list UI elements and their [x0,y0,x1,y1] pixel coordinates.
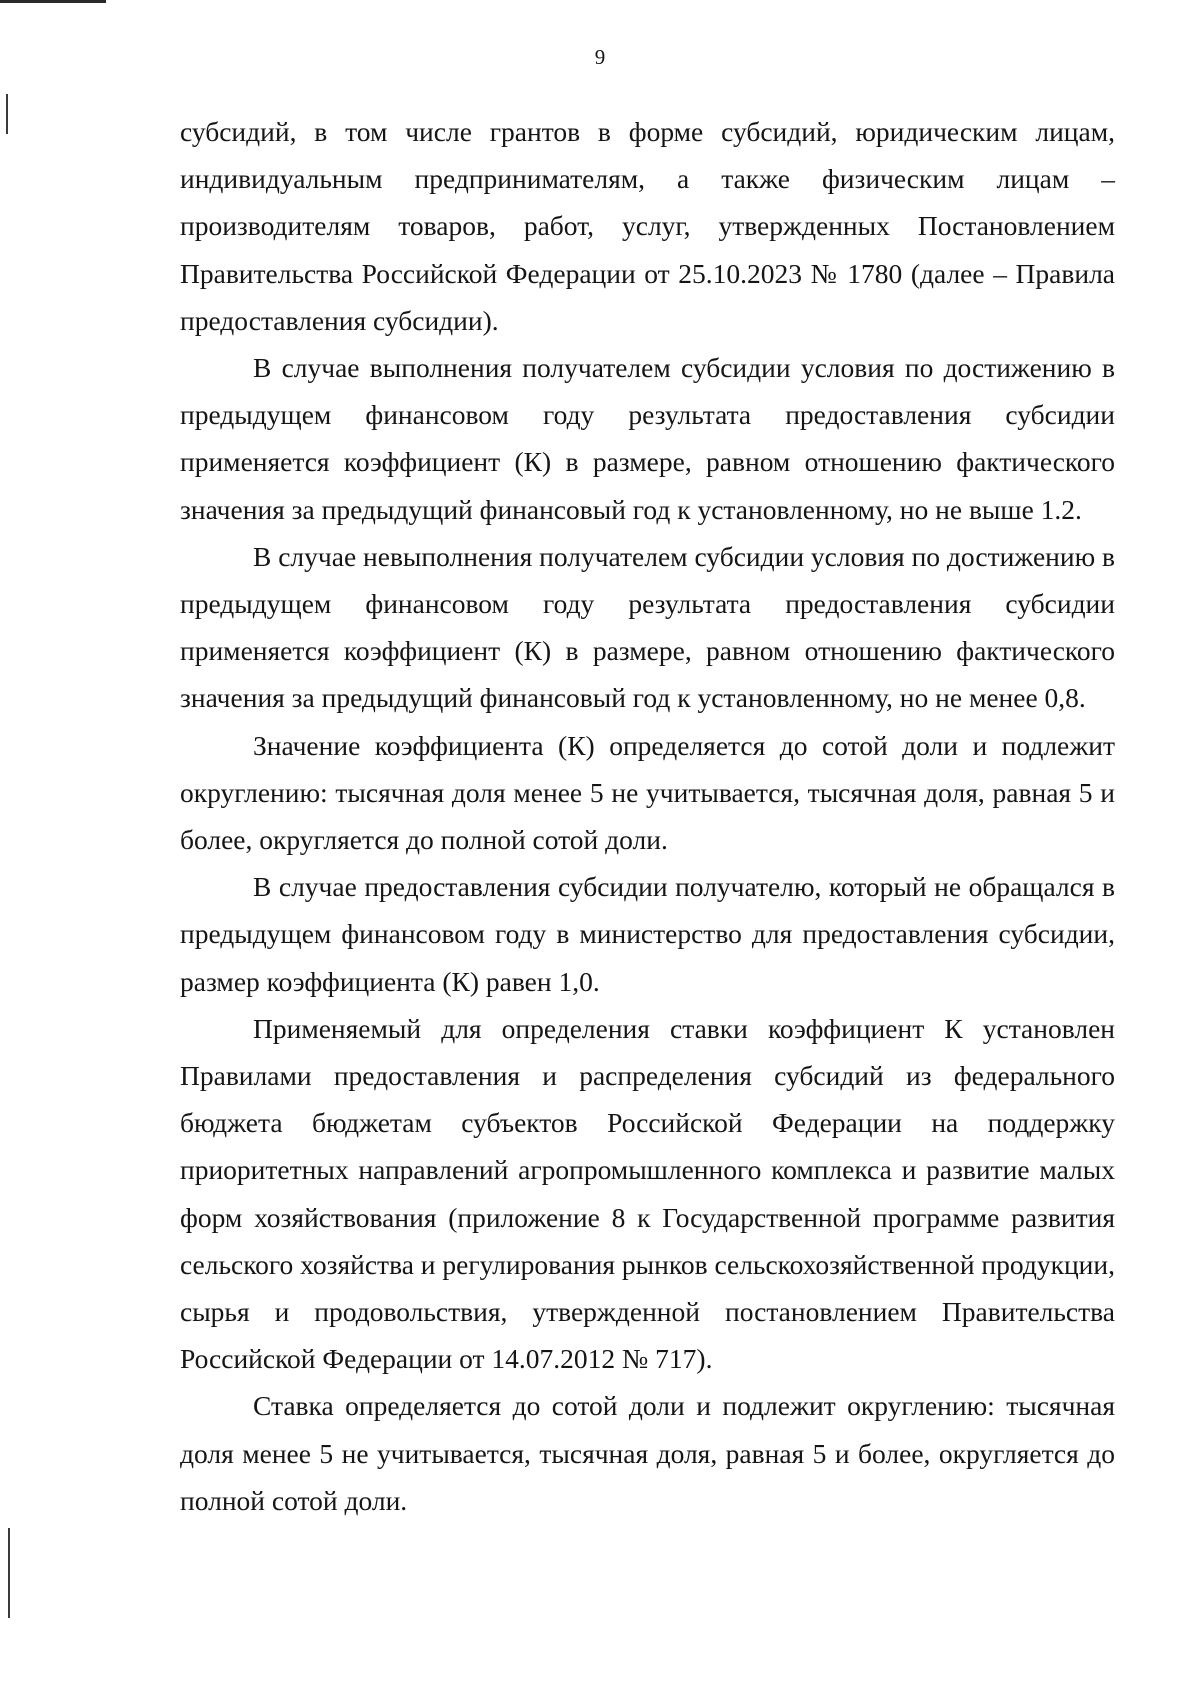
document-body [180,108,1115,1524]
paragraph-rules-reference: Применяемый для определения ставки коэффициент К установлен Правилами предоставления и распределения субсидий из федерального бюджета бюджетам субъектов Российской Федерации на поддержку приоритетных направлений агропромышленного комплекса и развитие малых форм хозяйствования (приложение 8 к Государственной программе развития сельского хозяйства и регулирования рынков сельскохозяйственной продукции, сырья и продовольствия, утвержденной постановлением Правительства Российской Федерации от 14.07.2012 № 717). [180,1012,1115,1375]
paragraph-coefficient-above: В случае выполнения получателем субсидии условия по достижению в предыдущем финансовом году результата предоставления субсидии применяется коэффициент (К) в размере, равном отношению фактического значения за предыдущий финансовый год к установленному, но не выше 1.2. [180,352,1115,525]
paragraph-coefficient-rounding: Значение коэффициента (К) определяется до сотой доли и подлежит округлению: тысячная доля менее 5 не учитывается, тысячная доля, равная 5 и более, округляется до полной сотой доли. [180,729,1115,856]
page-number: 9 [594,45,606,69]
paragraph-rate-rounding: Ставка определяется до сотой доли и подлежит округлению: тысячная доля менее 5 не учитывается, тысячная доля, равная 5 и более, округляется до полной сотой доли. [180,1390,1115,1516]
scan-artifact-left-mark [6,94,8,134]
paragraph-continuation: субсидий, в том числе грантов в форме субсидий, юридическим лицам, индивидуальным предпринимателям, а также физическим лицам – производителям товаров, работ, услуг, утвержденных Постановлением Правительства Российской Федерации от 25.10.2023 № 1780 (далее – Правила предоставления субсидии). [180,116,1115,336]
scan-artifact-top-line [0,0,106,3]
scan-artifact-left-mark [8,1528,10,1618]
paragraph-coefficient-below: В случае невыполнения получателем субсидии условия по достижению в предыдущем финансовом году результата предоставления субсидии применяется коэффициент (К) в размере, равном отношению фактического значения за предыдущий финансовый год к установленному, но не менее 0,8. [180,540,1115,714]
paragraph-new-recipient: В случае предоставления субсидии получателю, который не обращался в предыдущем финансовом году в министерство для предоставления субсидии, размер коэффициента (К) равен 1,0. [180,871,1115,997]
